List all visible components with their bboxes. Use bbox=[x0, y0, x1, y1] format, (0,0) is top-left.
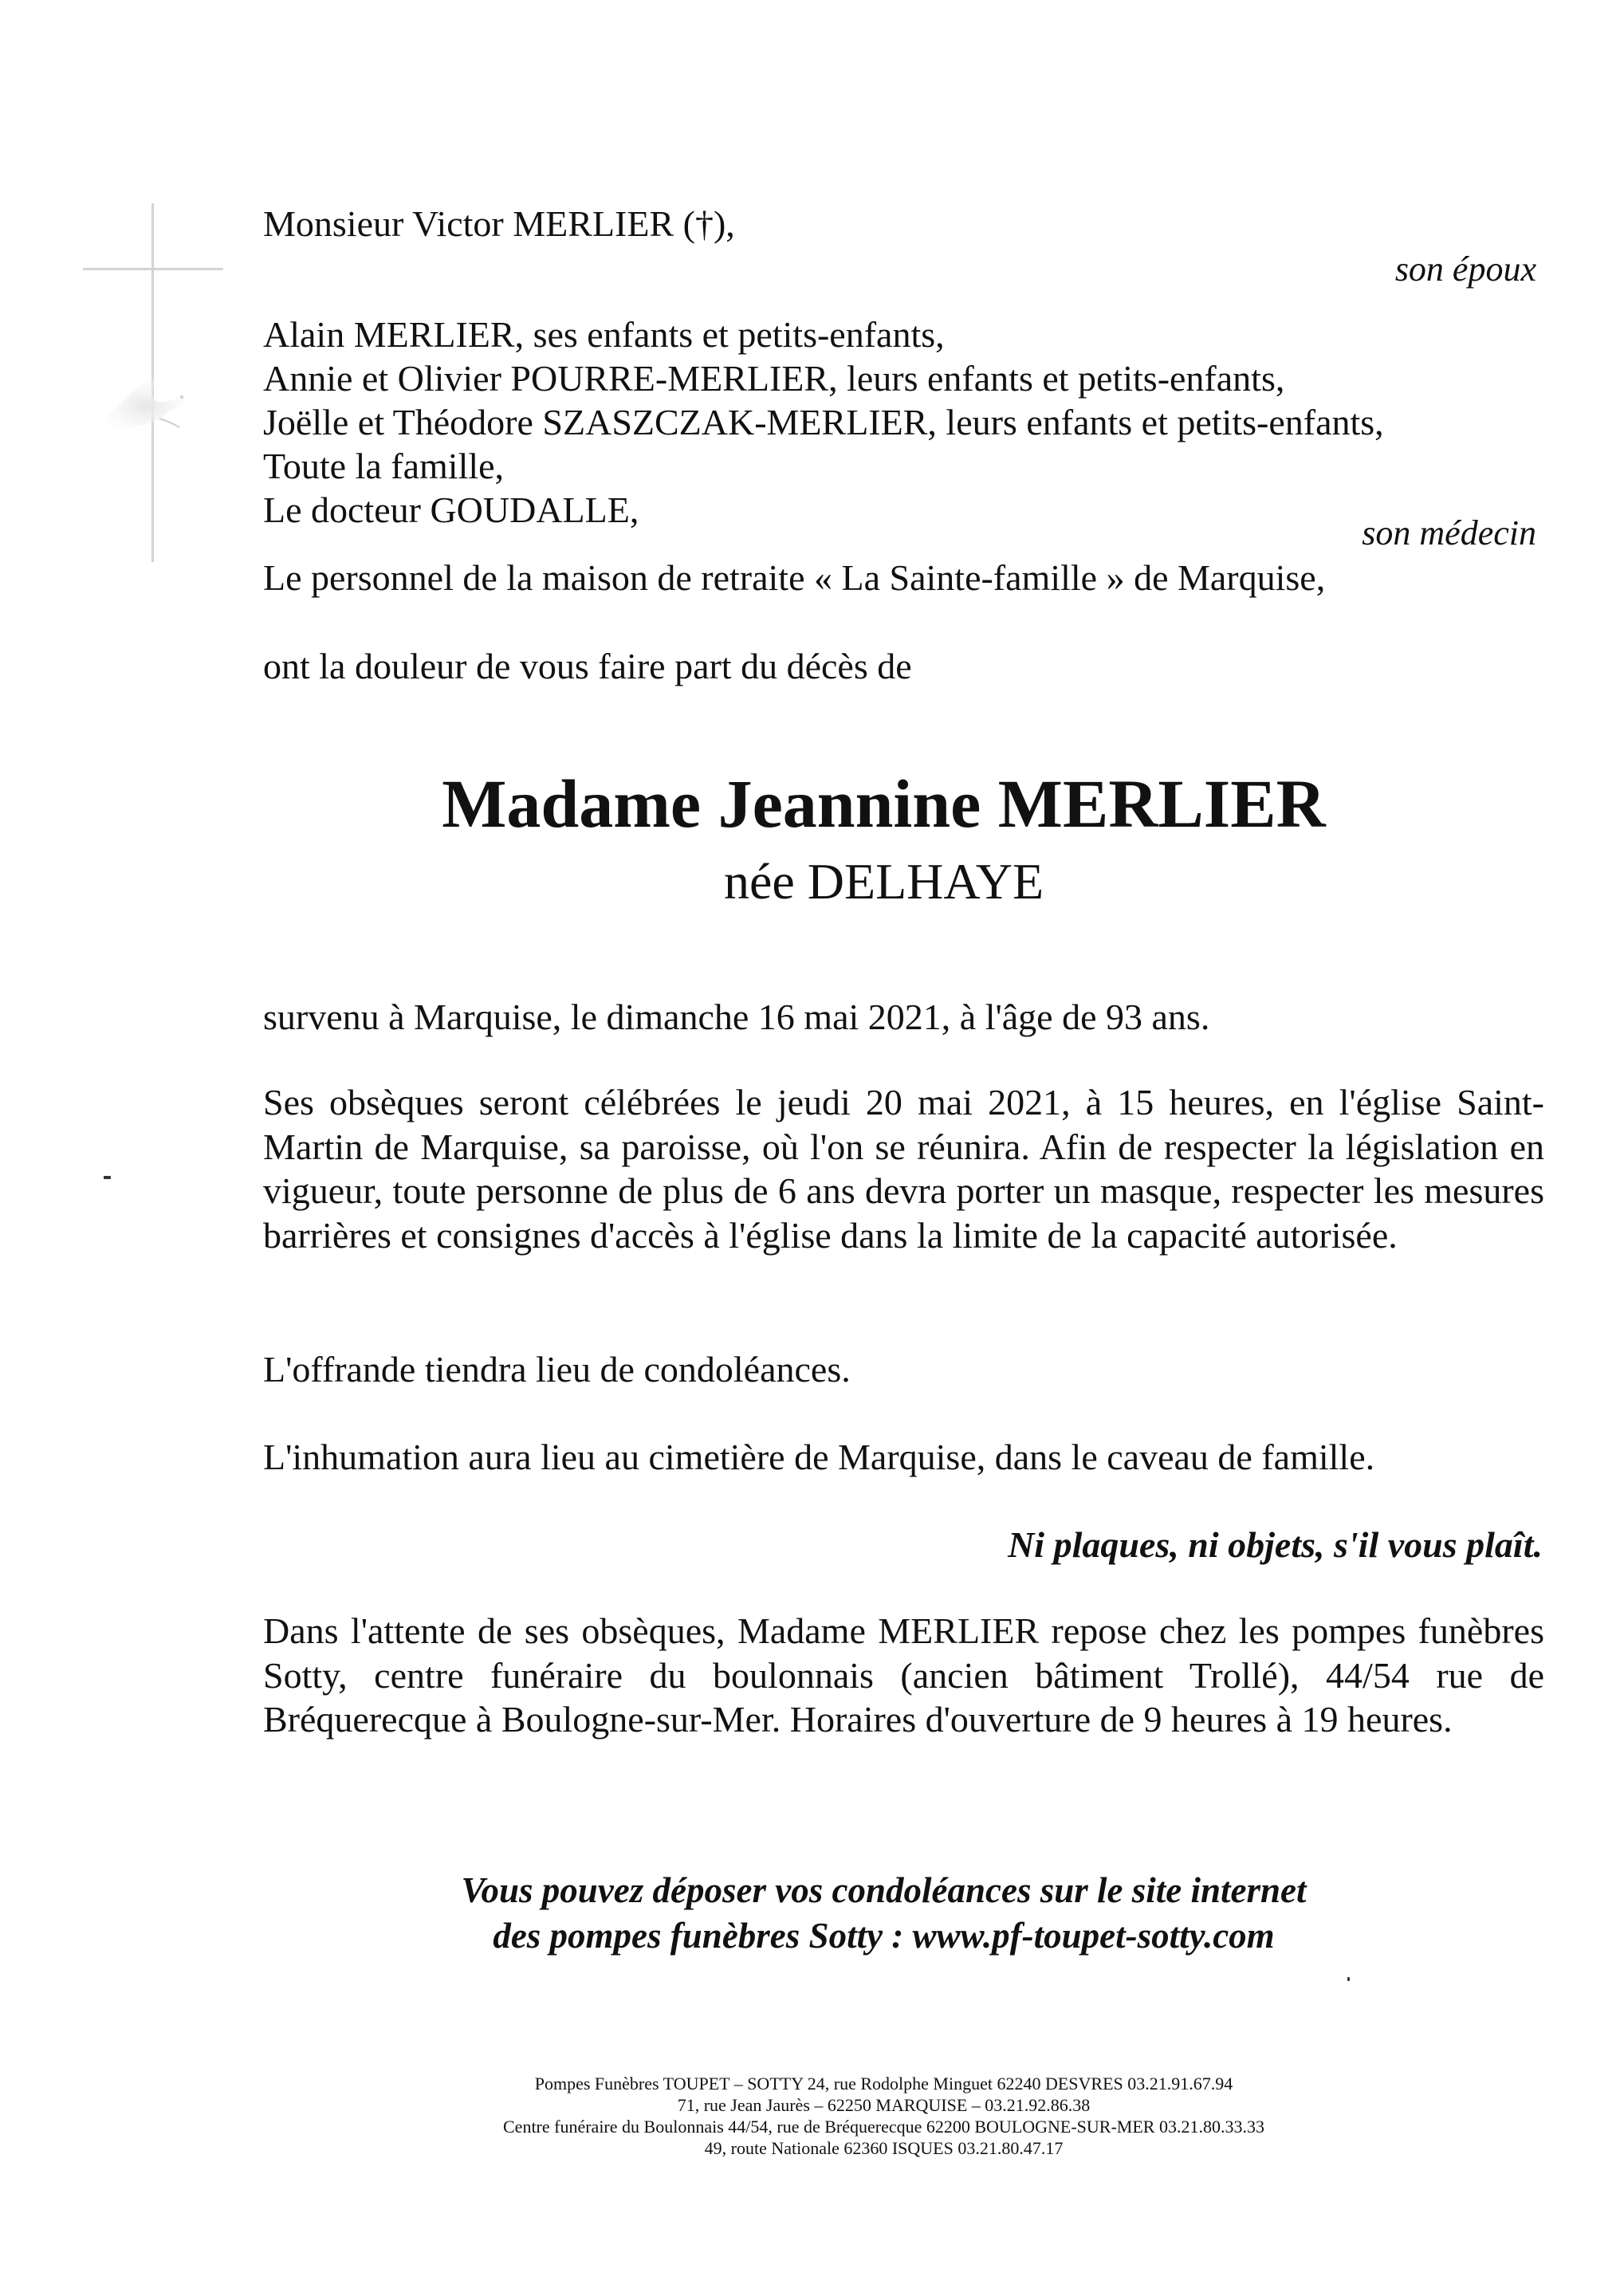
scan-speck bbox=[104, 1176, 111, 1179]
family-line: Annie et Olivier POURRE-MERLIER, leurs enfants et petits-enfants, bbox=[263, 358, 1285, 399]
deceased-name: Madame Jeannine MERLIER bbox=[442, 765, 1326, 842]
footer-line: Centre funéraire du Boulonnais 44/54, rue de Bréquerecque 62200 BOULOGNE-SUR-MER 03.21.80.33.33 bbox=[503, 2117, 1264, 2137]
death-details: survenu à Marquise, le dimanche 16 mai 2021, à l'âge de 93 ans. bbox=[263, 997, 1210, 1037]
staff-line: Le personnel de la maison de retraite « La Sainte-famille » de Marquise, bbox=[263, 557, 1326, 598]
website-notice bbox=[72, 1868, 1624, 1959]
dove-icon bbox=[80, 351, 207, 454]
website-line-1: Vous pouvez déposer vos condoléances sur le site internet bbox=[461, 1870, 1307, 1910]
announcement-line: ont la douleur de vous faire part du décès de bbox=[263, 646, 912, 686]
funeral-paragraph: Ses obsèques seront célébrées le jeudi 20 mai 2021, à 15 heures, en l'église Saint-Martin de Marquise, sa paroisse, où l'on se réunira. Afin de respecter la législation en vigueur, toute personne de plus de 6 ans devra porter un masque, respecter les mesures barrières et consignes d'accès à l'église dans la limite de la capacité autorisée. bbox=[263, 1082, 1544, 1256]
footer-line: Pompes Funèbres TOUPET – SOTTY 24, rue Rodolphe Minguet 62240 DESVRES 03.21.91.67.94 bbox=[534, 2074, 1233, 2094]
website-line-2: des pompes funèbres Sotty : www.pf-toupet-sotty.com bbox=[493, 1916, 1275, 1956]
spouse-line: Monsieur Victor MERLIER (†), bbox=[263, 203, 735, 244]
maiden-name: née DELHAYE bbox=[723, 853, 1044, 910]
no-flowers-note: Ni plaques, ni objets, s'il vous plaît. bbox=[1008, 1524, 1543, 1565]
burial-line: L'inhumation aura lieu au cimetière de Marquise, dans le caveau de famille. bbox=[263, 1437, 1375, 1477]
relation-doctor: son médecin bbox=[1362, 513, 1536, 552]
family-line: Toute la famille, bbox=[263, 446, 505, 486]
cross-arm bbox=[83, 268, 223, 270]
family-line: Joëlle et Théodore SZASZCZAK-MERLIER, leurs enfants et petits-enfants, bbox=[263, 402, 1384, 442]
repose-paragraph: Dans l'attente de ses obsèques, Madame MERLIER repose chez les pompes funèbres Sotty, centre funéraire du boulonnais (ancien bâtiment Trollé), 44/54 rue de Bréquerecque à Boulogne-sur-Mer. Horaires d'ouverture de 9 heures à 19 heures. bbox=[263, 1610, 1544, 1740]
footer-line: 49, route Nationale 62360 ISQUES 03.21.80.47.17 bbox=[704, 2138, 1064, 2158]
scan-speck bbox=[1347, 1977, 1350, 1981]
offering-line: L'offrande tiendra lieu de condoléances. bbox=[263, 1349, 851, 1390]
funeral-home-footer bbox=[72, 2073, 1624, 2159]
family-line: Le docteur GOUDALLE, bbox=[263, 489, 639, 530]
family-line: Alain MERLIER, ses enfants et petits-enfants, bbox=[263, 314, 945, 355]
footer-line: 71, rue Jean Jaurès – 62250 MARQUISE – 03.21.92.86.38 bbox=[677, 2095, 1091, 2115]
relation-spouse: son époux bbox=[1394, 250, 1536, 289]
